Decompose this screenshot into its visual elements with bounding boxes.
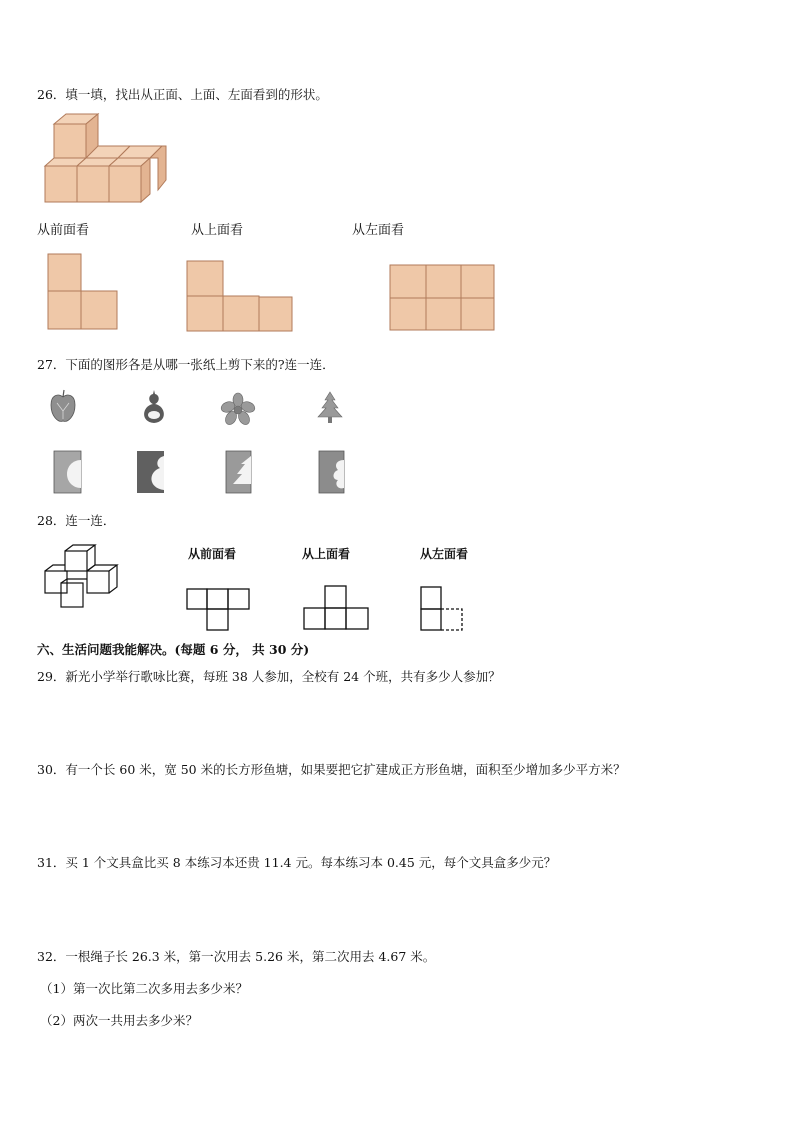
gourd-icon (139, 389, 169, 425)
q26-left-view-figure (389, 264, 497, 332)
paper-cutout-gourd (136, 450, 166, 494)
q26-view-label-front: 从前面看 (37, 223, 90, 238)
section6-title: 六、生活问题我能解决。(每题 6 分， 共 30 分) (37, 642, 310, 657)
q26-front-view-figure (47, 253, 119, 331)
q31-text: 31．买 1 个文具盒比买 8 本练习本还贵 11.4 元。每本练习本 0.45 元，每个文具盒多少元？ (37, 855, 557, 870)
q26-view-label-top: 从上面看 (191, 223, 244, 238)
q27-text: 27．下面的图形各是从哪一张纸上剪下来的?连一连． (37, 357, 335, 372)
tree-icon (316, 391, 344, 425)
q26-cube-stack-figure (40, 110, 175, 205)
apple-icon (50, 389, 76, 425)
q28-cube-stack-figure (43, 543, 127, 611)
q32-sub1: （1）第一次比第二次多用去多少米？ (40, 981, 248, 996)
q28-text: 28．连一连． (37, 513, 116, 528)
q28-view-t-shape (186, 588, 252, 632)
q28-view-label-top: 从上面看 (302, 547, 351, 561)
q30-text: 30．有一个长 60 米，宽 50 米的长方形鱼塘，如果要把它扩建成正方形鱼塘，面积至少增加多少平方米？ (37, 762, 626, 777)
q26-text: 26．填一填，找出从正面、上面、左面看到的形状。 (37, 87, 328, 102)
q32-sub2: （2）两次一共用去多少米？ (40, 1013, 198, 1028)
q28-view-label-front: 从前面看 (188, 547, 237, 561)
paper-cutout-flower (318, 450, 346, 494)
q28-view-l-shape (420, 586, 466, 632)
q26-top-view-figure (186, 260, 294, 332)
paper-cutout-tree (225, 450, 253, 494)
q29-text: 29．新光小学举行歌咏比赛，每班 38 人参加，全校有 24 个班，共有多少人参加？ (37, 669, 501, 684)
flower-icon (221, 393, 255, 425)
q28-view-inverted-t-shape (303, 585, 371, 631)
q32-text: 32．一根绳子长 26.3 米，第一次用去 5.26 米，第二次用去 4.67 米。 (37, 949, 436, 964)
paper-cutout-apple (53, 450, 83, 494)
q28-view-label-left: 从左面看 (420, 547, 469, 561)
q26-view-label-left: 从左面看 (352, 223, 405, 238)
